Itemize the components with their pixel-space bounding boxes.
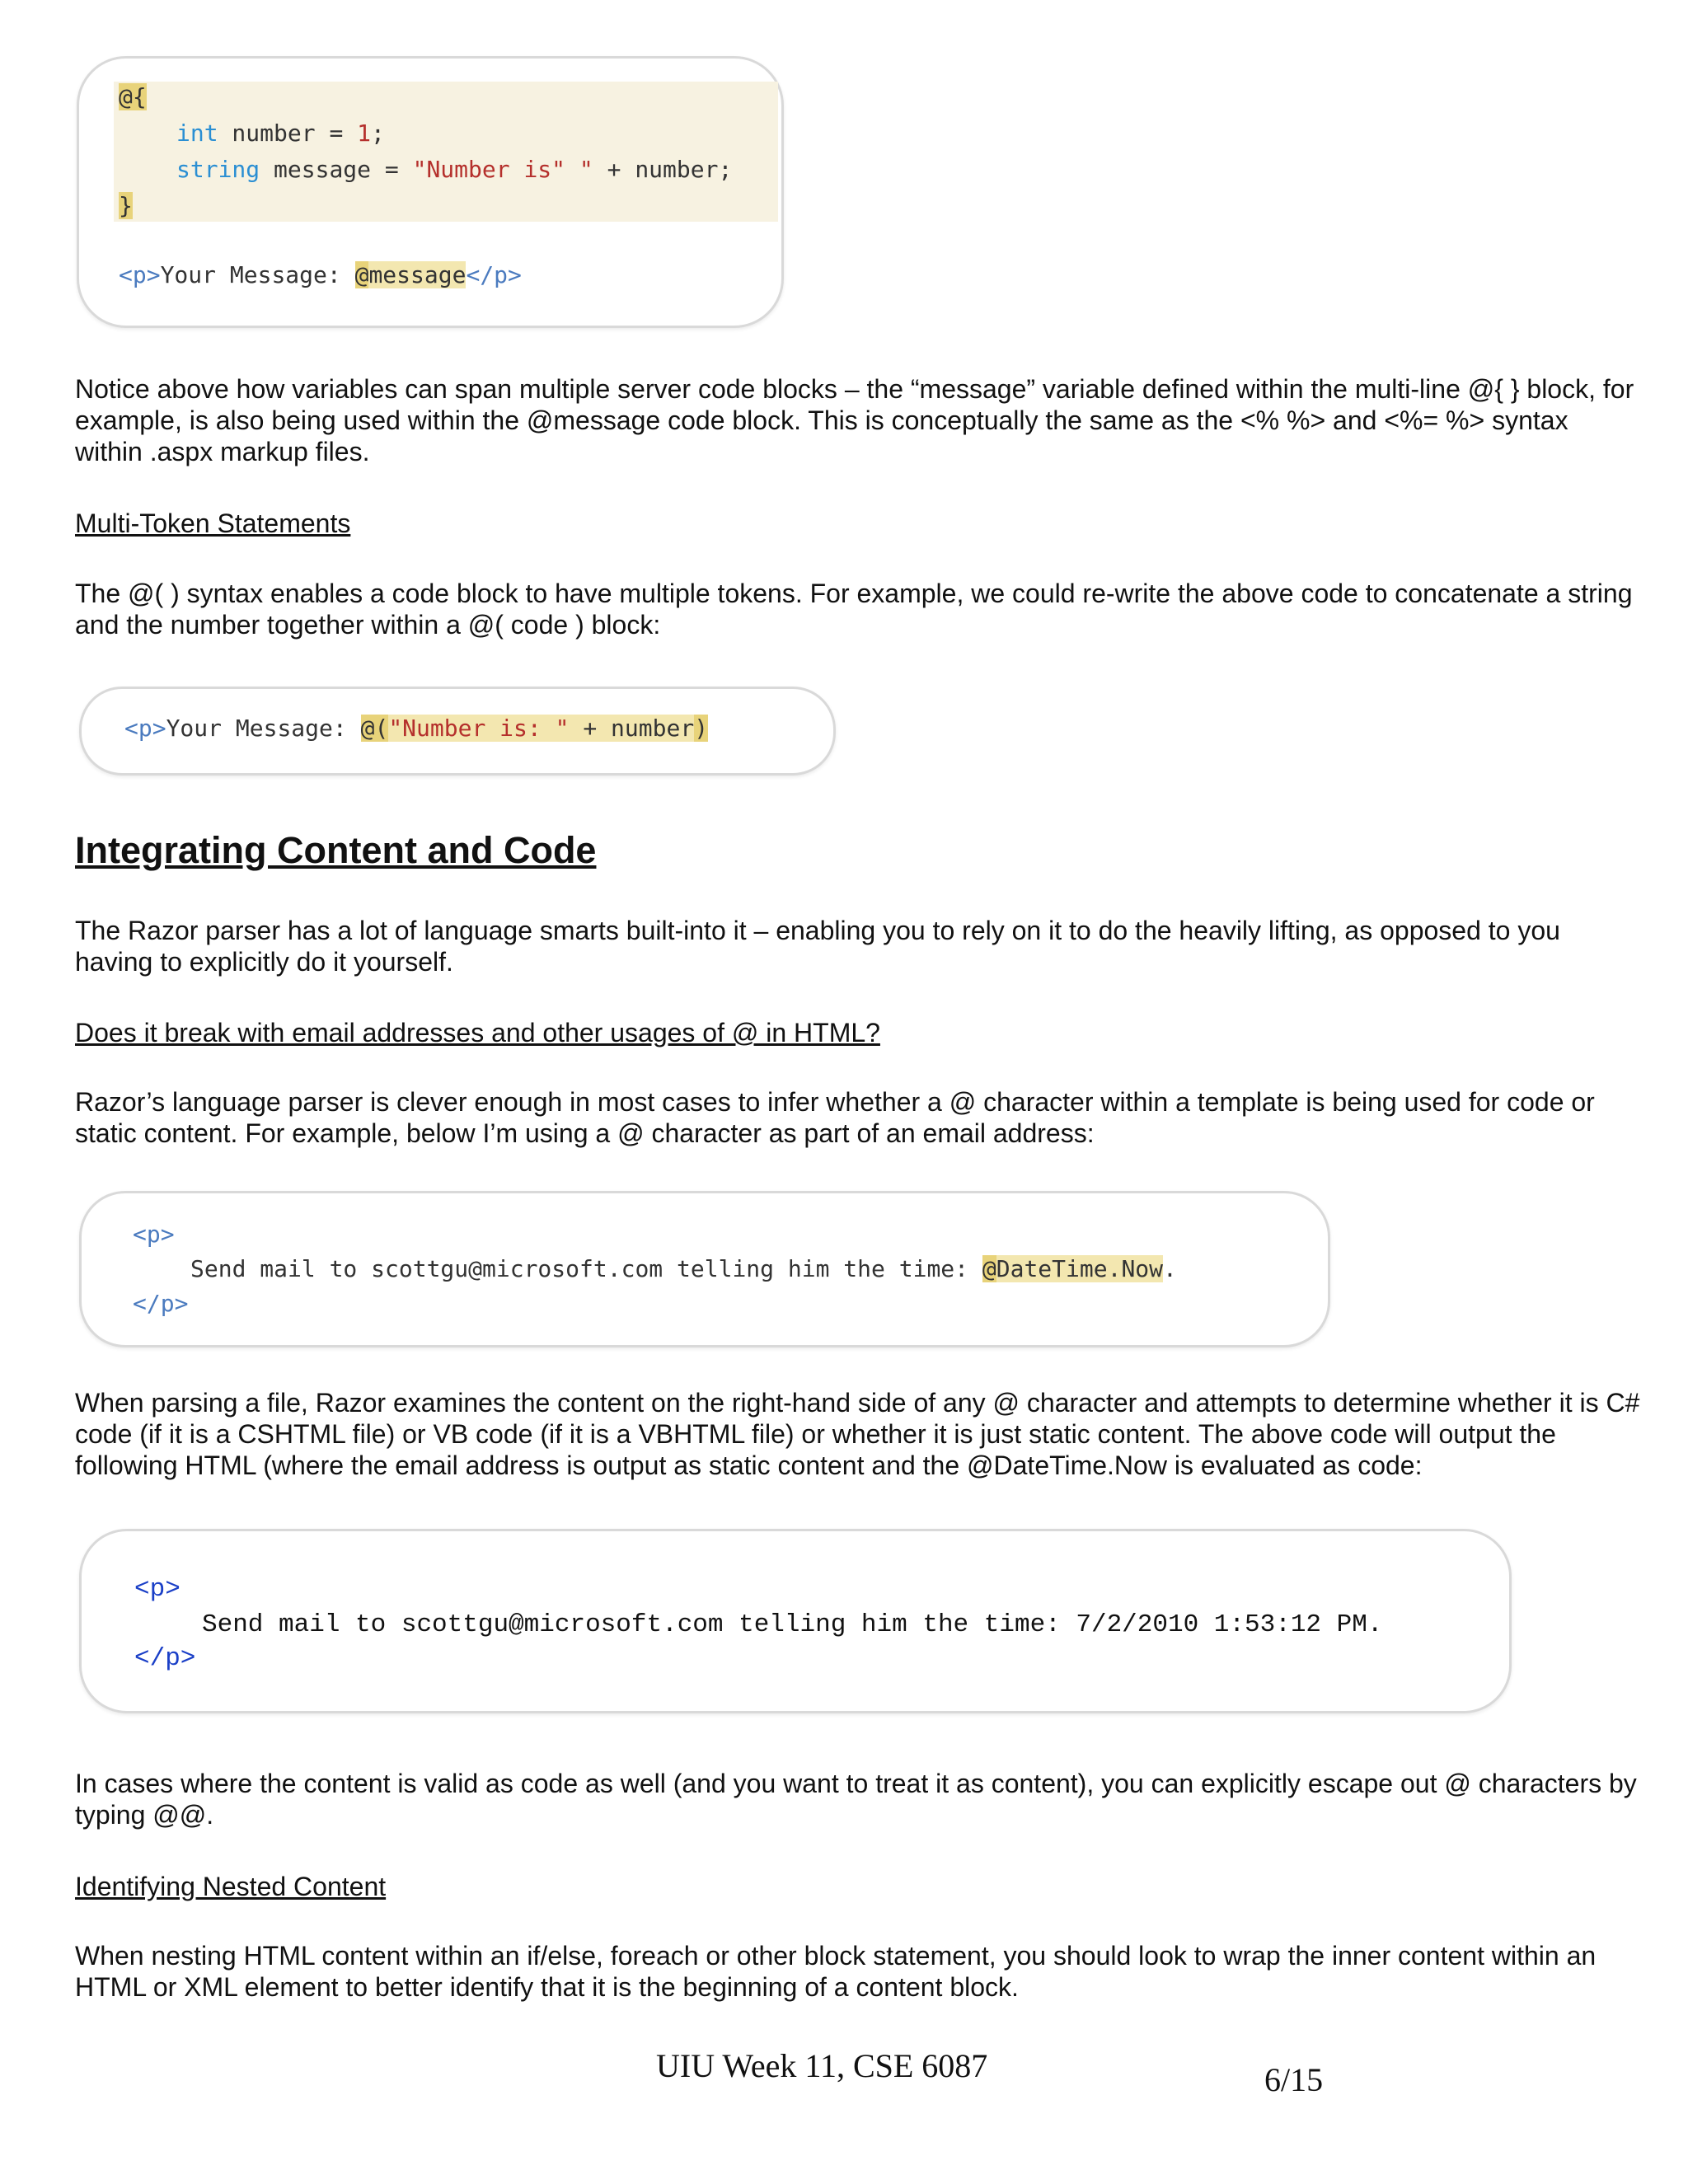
code-line-email-text: Send mail to scottgu@microsoft.com telling him the time: @DateTime.Now. <box>190 1255 1177 1282</box>
paragraph-parsing-file: When parsing a file, Razor examines the content on the right-hand side of any @ character and attempts to determine whether it is C# code (if it is a CSHTML file) or VB code (if it is a VBHTML file) or whether it is just static content. The above code will output the following HTML (where the email address is output as static content and the @DateTime.Now is evaluated as code: <box>75 1388 1640 1480</box>
code-sample-output <box>79 1529 1512 1713</box>
subheading-nested-content: Identifying Nested Content <box>75 1872 387 1901</box>
section-heading-integrating: Integrating Content and Code <box>75 829 597 871</box>
subheading-email-addresses: Does it break with email addresses and other usages of @ in HTML? <box>75 1018 880 1047</box>
paragraph-razor-parser: The Razor parser has a lot of language smarts built-into it – enabling you to rely on it to do the heavily lifting, as opposed to you having to explicitly do it yourself. <box>75 916 1560 977</box>
footer-course-label: UIU Week 11, CSE 6087 <box>656 2047 988 2084</box>
code-line-paragraph: <p>Your Message: @("Number is: " + number) <box>124 715 709 742</box>
code-sample-email <box>79 1191 1330 1347</box>
code-line-open: @{ <box>119 83 147 110</box>
subheading-multi-token: Multi-Token Statements <box>75 509 351 538</box>
code-line-p-close: </p> <box>134 1644 196 1673</box>
code-line-output-text: Send mail to scottgu@microsoft.com telling him the time: 7/2/2010 1:53:12 PM. <box>202 1610 1383 1639</box>
code-line-string: string message = "Number is" " + number; <box>176 156 733 183</box>
code-sample-variables <box>77 56 784 328</box>
code-sample-multi-token <box>79 687 836 776</box>
code-line-int: int number = 1; <box>176 120 385 147</box>
code-line-p-open: <p> <box>134 1575 181 1604</box>
code-line-close: } <box>119 192 133 219</box>
code-line-paragraph: <p>Your Message: @message</p> <box>119 261 522 288</box>
paragraph-escape-at: In cases where the content is valid as code as well (and you want to treat it as content), you can explicitly escape out @ characters by typing @@. <box>75 1769 1637 1830</box>
paragraph-multi-token: The @( ) syntax enables a code block to have multiple tokens. For example, we could re-write the above code to concatenate a string and the number together within a @( code ) block: <box>75 579 1633 640</box>
code-line-p-open: <p> <box>133 1221 175 1248</box>
code-line-p-close: </p> <box>133 1290 189 1317</box>
code-block-highlight <box>114 82 778 222</box>
paragraph-variables-span: Notice above how variables can span multiple server code blocks – the “message” variable defined within the multi-line @{ } block, for example, is also being used within the @message code block. This is conceptually the same as the <% %> and <%= %> syntax within .aspx markup files. <box>75 374 1634 466</box>
paragraph-nested-content: When nesting HTML content within an if/else, foreach or other block statement, you should look to wrap the inner content within an HTML or XML element to better identify that it is the beginning of a content block. <box>75 1941 1597 2002</box>
footer-page-number: 6/15 <box>1264 2061 1324 2098</box>
paragraph-language-parser: Razor’s language parser is clever enough in most cases to infer whether a @ character within a template is being used for code or static content. For example, below I’m using a @ character as part of an email address: <box>75 1087 1595 1148</box>
